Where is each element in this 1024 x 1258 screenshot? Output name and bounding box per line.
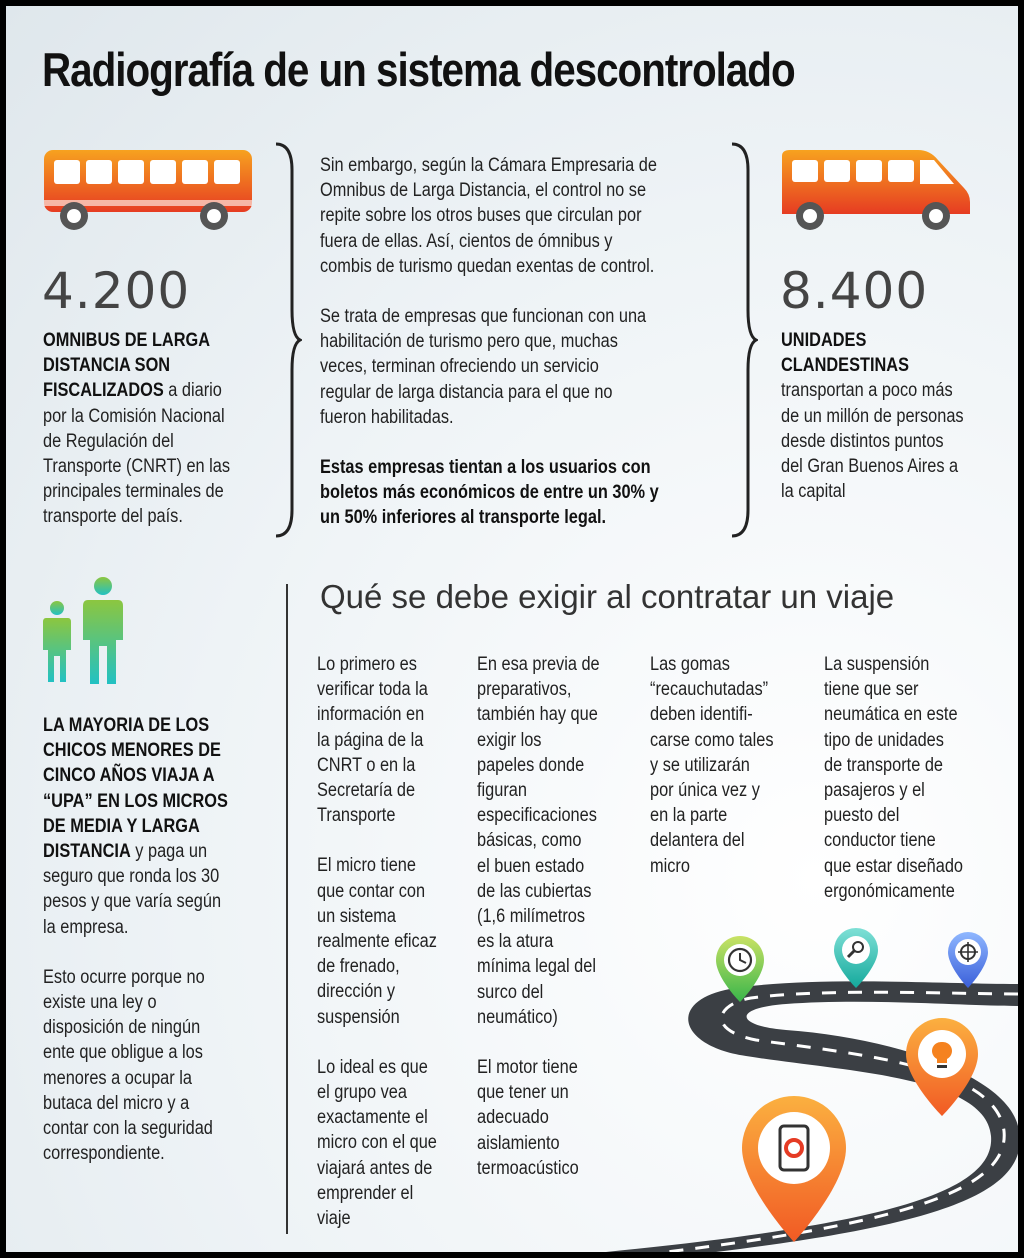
section-title: Qué se debe exigir al contratar un viaje xyxy=(320,578,895,615)
road-icon xyxy=(566,926,1018,1252)
center-para-2: Se trata de empresas que funcionan con una habilitación de turismo pero que, muchas veces, terminan ofreciendo un servicio regular de larga distancia para el que no fueron habilitadas. xyxy=(320,306,647,428)
page-title: Radiografía de un sistema descontrolado xyxy=(42,43,795,96)
right-stat-text xyxy=(781,328,1005,504)
requirement-item: Las gomas “recauchutadas” deben identifi- carse como tales y se utilizarán por única vez y en la parte delantera del micro xyxy=(650,654,774,877)
requirement-item: El micro tiene que contar con un sistema realmente eficaz de frenado, dirección y suspensión xyxy=(317,855,437,1028)
phone-pin-icon xyxy=(742,1096,846,1242)
requirements-column-1 xyxy=(317,652,463,1252)
search-pin-icon xyxy=(834,928,878,988)
kids-para-1 xyxy=(43,713,267,940)
kids-para-2: Esto ocurre porque no existe una ley o disposición de ningún ente que obligue a los menores a ocupar la butaca del micro y a contar con la seguridad correspondiente. xyxy=(43,966,213,1165)
left-stat-text xyxy=(43,328,267,530)
requirement-item: Lo ideal es que el grupo vea exactamente el micro con el que viajará antes de emprender el viaje xyxy=(317,1056,437,1230)
right-stat-number: 8.400 xyxy=(780,262,929,320)
center-text xyxy=(320,153,716,556)
requirement-item: El motor tiene que tener un adecuado aislamiento termoacústico xyxy=(477,1057,579,1179)
people-icon xyxy=(40,576,136,688)
center-para-1: Sin embargo, según la Cámara Empresaria de Omnibus de Larga Distancia, el control no se repite sobre los otros buses que circulan por fuera de ellas. Así, cientos de ómnibus y combis de turismo quedan exentas de control. xyxy=(320,155,657,277)
infographic xyxy=(6,6,1018,1252)
target-pin-icon xyxy=(948,932,988,988)
center-para-3: Estas empresas tientan a los usuarios con boletos más económicos de entre un 30% y un 50% inferiores al transporte legal. xyxy=(320,457,659,529)
right-brace xyxy=(728,140,758,540)
van-icon xyxy=(778,148,974,232)
left-stat-rest: a diario por la Comisión Nacional de Regulación del Transporte (CNRT) en las principales terminales de transporte del país. xyxy=(43,380,231,528)
section-divider xyxy=(286,584,288,1234)
kids-bold: LA MAYORIA DE LOS CHICOS MENORES DE CINCO AÑOS VIAJA A “UPA” EN LOS MICROS DE MEDIA Y LARGA DISTANCIA xyxy=(43,715,228,863)
kids-text xyxy=(43,713,267,1191)
requirement-item: En esa previa de preparativos, también hay que exigir los papeles donde figuran especificaciones básicas, como el buen estado de las cubiertas (1,6 milímetros es la atura mínima legal del surco del neumático) xyxy=(477,654,600,1028)
requirements-column-4 xyxy=(824,652,970,929)
right-stat-rest: transportan a poco más de un millón de personas desde distintos puntos del Gran Buenos Aires a la capital xyxy=(781,380,964,503)
left-brace xyxy=(272,140,302,540)
bus-icon xyxy=(42,148,257,232)
right-stat-bold: UNIDADES CLANDESTINAS xyxy=(781,330,910,377)
requirements-column-3 xyxy=(650,652,796,904)
requirement-item: La suspensión tiene que ser neumática en este tipo de unidades de transporte de pasajeros y el puesto del conductor tiene que estar diseñado ergonómicamente xyxy=(824,654,963,902)
left-stat-bold: OMNIBUS DE LARGA DISTANCIA SON FISCALIZADOS xyxy=(43,330,211,402)
kids-rest: y paga un seguro que ronda los 30 pesos y que varía según la empresa. xyxy=(43,841,222,938)
requirement-item: Lo primero es verificar toda la información en la página de la CNRT o en la Secretaría de Transporte xyxy=(317,654,428,827)
left-stat-number: 4.200 xyxy=(42,262,191,320)
